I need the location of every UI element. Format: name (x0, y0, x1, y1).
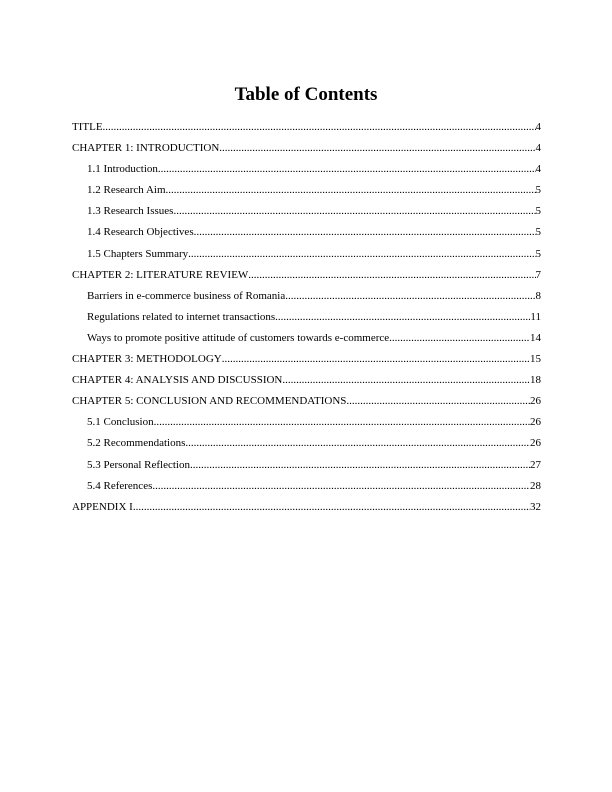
toc-entry-page-number[interactable]: 18 (530, 374, 541, 387)
toc-entry-page-number[interactable]: 5 (535, 184, 541, 197)
toc-entry[interactable] (72, 119, 541, 140)
toc-entry-label[interactable]: 1.5 Chapters Summary (87, 247, 189, 260)
toc-entry-label[interactable]: CHAPTER 5: CONCLUSION AND RECOMMENDATIONS (72, 395, 347, 408)
toc-dot-leader (166, 182, 536, 198)
toc-entry[interactable] (72, 457, 541, 478)
toc-dot-leader (346, 393, 530, 409)
toc-entry-label[interactable]: 1.3 Research Issues (87, 205, 174, 218)
toc-entry-page-number[interactable]: 26 (530, 437, 541, 450)
toc-title: Table of Contents (234, 84, 378, 105)
toc-dot-leader (188, 246, 535, 262)
toc-list (72, 119, 541, 520)
toc-dot-leader (154, 414, 530, 430)
toc-entry[interactable] (72, 182, 541, 203)
toc-dot-leader (248, 267, 535, 283)
toc-dot-leader (194, 224, 536, 240)
toc-entry[interactable] (72, 499, 541, 520)
toc-entry-page-number[interactable]: 14 (530, 331, 541, 344)
toc-entry[interactable] (72, 393, 541, 414)
toc-dot-leader (152, 478, 530, 494)
toc-entry-label[interactable]: CHAPTER 3: METHODOLOGY (72, 353, 222, 366)
toc-entry[interactable] (72, 351, 541, 372)
toc-entry[interactable] (72, 309, 541, 330)
toc-entry-label[interactable]: 1.2 Research Aim (87, 184, 166, 197)
toc-entry-page-number[interactable]: 15 (530, 353, 541, 366)
toc-entry-page-number[interactable]: 28 (530, 479, 541, 492)
toc-entry[interactable] (72, 435, 541, 456)
toc-entry-page-number[interactable]: 5 (535, 205, 541, 218)
toc-entry[interactable] (72, 288, 541, 309)
toc-entry[interactable] (72, 203, 541, 224)
toc-entry-label[interactable]: CHAPTER 4: ANALYSIS AND DISCUSSION (72, 374, 283, 387)
toc-entry-label[interactable]: Regulations related to internet transactions (87, 310, 276, 323)
toc-entry-label[interactable]: 5.2 Recommendations (87, 437, 186, 450)
toc-entry-label[interactable]: CHAPTER 2: LITERATURE REVIEW (72, 268, 249, 281)
toc-entry-label[interactable]: TITLE (72, 121, 103, 133)
toc-entry-page-number[interactable]: 4 (535, 121, 541, 133)
toc-dot-leader (173, 203, 535, 219)
toc-entry-label[interactable]: 5.4 References (87, 479, 153, 492)
toc-entry-page-number[interactable]: 4 (535, 163, 541, 176)
toc-entry-page-number[interactable]: 32 (530, 500, 541, 513)
toc-entry-page-number[interactable]: 5 (535, 226, 541, 239)
toc-entry[interactable] (72, 224, 541, 245)
toc-dot-leader (275, 309, 530, 325)
toc-dot-leader (219, 140, 535, 156)
toc-entry[interactable] (72, 267, 541, 288)
toc-entry-page-number[interactable]: 5 (535, 247, 541, 260)
toc-entry-page-number[interactable]: 26 (530, 395, 541, 408)
toc-entry-page-number[interactable]: 27 (530, 458, 541, 471)
toc-entry-label[interactable]: APPENDIX I (72, 500, 133, 513)
toc-entry[interactable] (72, 414, 541, 435)
toc-entry-label[interactable]: 5.3 Personal Reflection (87, 458, 190, 471)
toc-dot-leader (285, 288, 535, 304)
toc-entry-label[interactable]: CHAPTER 1: INTRODUCTION (72, 142, 220, 155)
toc-entry-page-number[interactable]: 8 (535, 289, 541, 302)
toc-entry[interactable] (72, 161, 541, 182)
toc-entry-label[interactable]: 1.1 Introduction (87, 163, 158, 176)
toc-entry[interactable] (72, 140, 541, 161)
toc-entry-label[interactable]: Barriers in e-commerce business of Romania (87, 289, 286, 302)
toc-dot-leader (103, 119, 536, 135)
toc-entry[interactable] (72, 330, 541, 351)
toc-dot-leader (158, 161, 536, 177)
toc-entry[interactable] (72, 246, 541, 267)
toc-entry-page-number[interactable]: 4 (535, 142, 541, 155)
toc-dot-leader (133, 499, 530, 515)
toc-dot-leader (389, 330, 530, 346)
toc-entry-page-number[interactable]: 26 (530, 416, 541, 429)
toc-dot-leader (185, 435, 530, 451)
toc-entry-page-number[interactable]: 7 (535, 268, 541, 281)
toc-entry[interactable] (72, 372, 541, 393)
toc-dot-leader (282, 372, 530, 388)
toc-dot-leader (190, 457, 530, 473)
toc-entry-label[interactable]: 5.1 Conclusion (87, 416, 154, 429)
toc-entry-page-number[interactable]: 11 (530, 310, 541, 323)
toc-entry-label[interactable]: Ways to promote positive attitude of customers towards e-commerce (87, 331, 390, 344)
toc-entry-label[interactable]: 1.4 Research Objectives (87, 226, 194, 239)
toc-entry[interactable] (72, 478, 541, 499)
toc-dot-leader (222, 351, 530, 367)
